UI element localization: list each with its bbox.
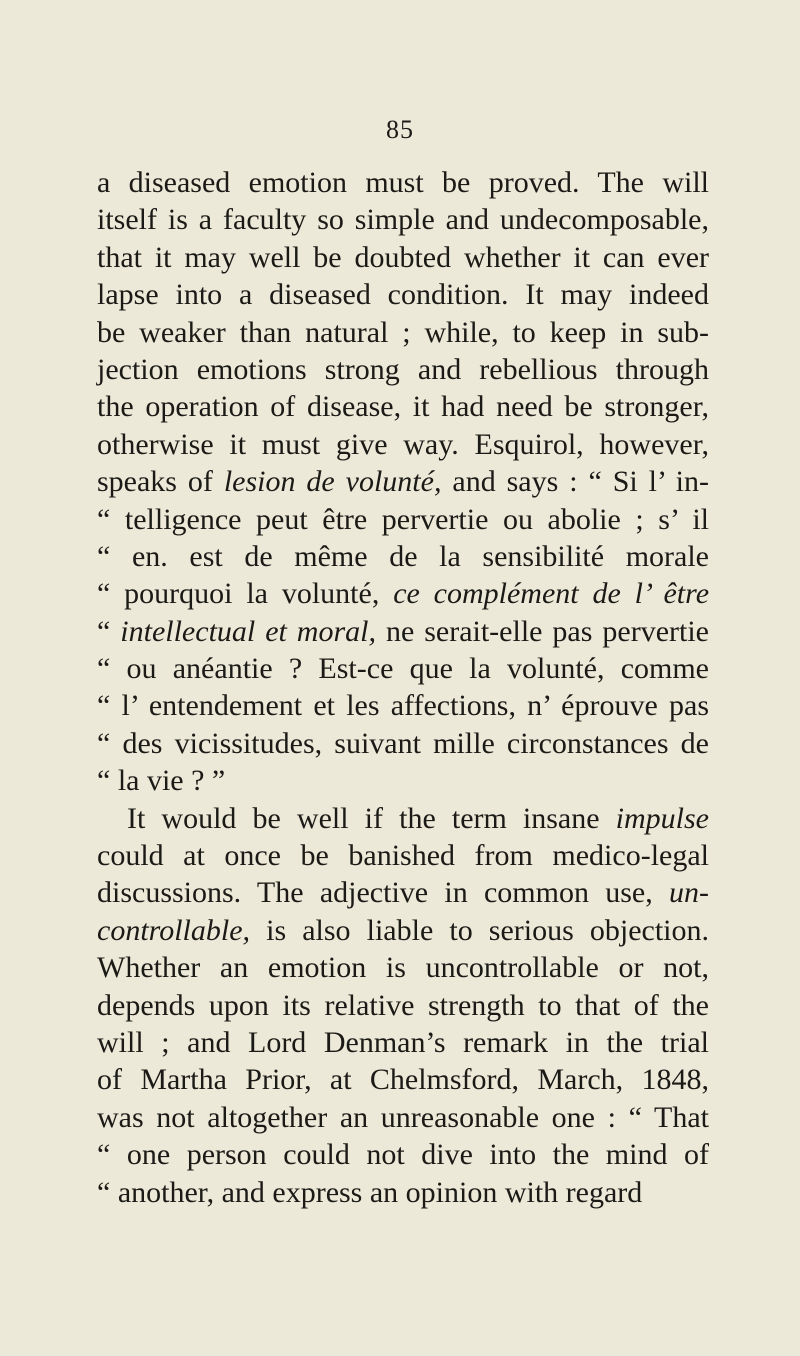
italic-phrase: ce complément de l’ être — [393, 577, 710, 611]
text-line — [97, 800, 709, 837]
text-line: be weaker than natural ; while, to keep in sub- — [97, 315, 709, 349]
text-line: “ des vicissitudes, suivant mille circonstances de — [97, 726, 709, 760]
text-line — [97, 463, 709, 500]
text-line: the operation of disease, it had need be stronger, — [97, 390, 709, 424]
italic-phrase: controllable, — [97, 913, 251, 947]
italic-phrase: intellectual et moral, — [120, 614, 376, 648]
text-line: will ; and Lord Denman’s remark in the trial — [97, 1025, 709, 1059]
text-line: lapse into a diseased condition. It may indeed — [97, 278, 709, 312]
italic-phrase: impulse — [615, 801, 709, 835]
text-line: “ l’ entendement et les affections, n’ éprouve pas — [97, 689, 709, 723]
page-number: 85 — [386, 115, 414, 144]
body-text — [97, 164, 709, 1211]
text-line: Whether an emotion is uncontrollable or not, — [97, 951, 709, 985]
text-segment: is also liable to serious objection. — [250, 913, 709, 947]
text-line: depends upon its relative strength to that of the — [97, 988, 709, 1022]
text-segment: It would be well if the term insane — [127, 801, 616, 835]
text-segment: “ — [97, 614, 121, 648]
text-line: that it may well be doubted whether it can ever — [97, 240, 709, 274]
text-segment: discussions. The adjective in common use, — [97, 876, 669, 910]
text-line — [97, 874, 709, 911]
text-line — [97, 912, 709, 949]
text-line — [97, 575, 709, 612]
text-line: could at once be banished from medico-legal — [97, 839, 709, 873]
text-line: otherwise it must give way. Esquirol, however, — [97, 427, 709, 461]
text-line: itself is a faculty so simple and undecomposable, — [97, 203, 709, 237]
text-line — [97, 613, 709, 650]
text-segment: speaks of — [97, 465, 224, 499]
text-segment: ne serait-elle pas pervertie — [375, 614, 709, 648]
text-line: “ la vie ? ” — [97, 764, 226, 798]
text-line: a diseased emotion must be proved. The will — [97, 166, 709, 199]
text-line: “ telligence peut être pervertie ou abolie ; s’ il — [97, 502, 709, 536]
italic-phrase: un- — [669, 876, 709, 910]
text-segment: and says : “ Si l’ in- — [441, 465, 709, 499]
text-line: “ one person could not dive into the mind of — [97, 1138, 709, 1172]
italic-phrase: lesion de volunté, — [223, 465, 442, 499]
text-line: jection emotions strong and rebellious through — [97, 352, 709, 386]
text-line: “ ou anéantie ? Est-ce que la volunté, comme — [97, 652, 709, 686]
text-segment: “ pourquoi la volunté, — [97, 577, 394, 611]
text-line: “ en. est de même de la sensibilité morale — [97, 539, 709, 573]
text-line: was not altogether an unreasonable one : “ That — [97, 1100, 709, 1134]
text-line: “ another, and express an opinion with regard — [97, 1175, 643, 1209]
text-line: of Martha Prior, at Chelmsford, March, 1848, — [97, 1063, 709, 1097]
